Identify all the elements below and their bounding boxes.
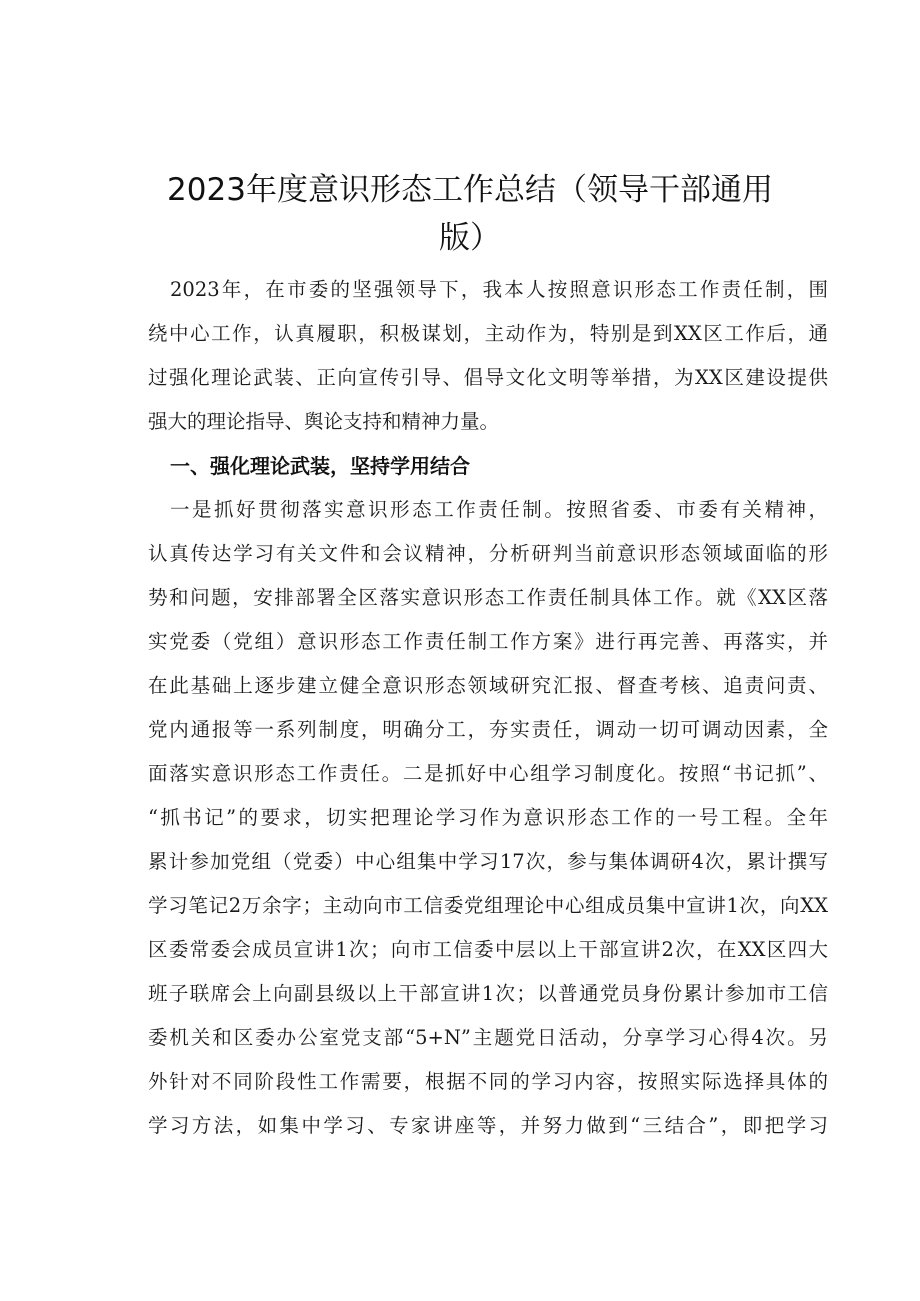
document-title: [140, 166, 800, 262]
paragraph-line: 委机关和区委办公室党支部“5+N”主题党日活动，分享学习心得4次。另: [148, 1026, 828, 1049]
paragraph-line: 过强化理论武装、正向宣传引导、倡导文化文明等举措，为XX区建设提供: [148, 366, 828, 389]
paragraph-line: “抓书记”的要求，切实把理论学习作为意识形态工作的一号工程。全年: [148, 806, 828, 829]
document-title-line-1: 2023年度意识形态工作总结（领导干部通用: [167, 172, 773, 208]
paragraph-line: 绕中心工作，认真履职，积极谋划，主动作为，特别是到XX区工作后，通: [148, 322, 828, 345]
paragraph-line: 强大的理论指导、舆论支持和精神力量。: [148, 410, 500, 433]
paragraph-line: 2023年，在市委的坚强领导下，我本人按照意识形态工作责任制，围: [170, 278, 828, 301]
section-heading: 一、强化理论武装，坚持学用结合: [170, 454, 470, 478]
paragraph-line: 面落实意识形态工作责任。二是抓好中心组学习制度化。按照“书记抓”、: [148, 762, 828, 785]
paragraph-line: 学习方法，如集中学习、专家讲座等，并努力做到“三结合”，即把学习: [148, 1114, 828, 1137]
document-title-line-2: 版）: [439, 220, 501, 256]
paragraph-line: 累计参加党组（党委）中心组集中学习17次，参与集体调研4次，累计撰写: [148, 850, 828, 873]
paragraph-line: 党内通报等一系列制度，明确分工，夯实责任，调动一切可调动因素，全: [148, 718, 828, 741]
paragraph-line: 外针对不同阶段性工作需要，根据不同的学习内容，按照实际选择具体的: [148, 1070, 828, 1093]
paragraph-line: 在此基础上逐步建立健全意识形态领域研究汇报、督查考核、追责问责、: [148, 674, 828, 697]
paragraph-line: 认真传达学习有关文件和会议精神，分析研判当前意识形态领域面临的形: [148, 542, 828, 565]
paragraph-line: 学习笔记2万余字；主动向市工信委党组理论中心组成员集中宣讲1次，向XX: [148, 894, 828, 917]
paragraph-line: 势和问题，安排部署全区落实意识形态工作责任制具体工作。就《XX区落: [148, 586, 828, 609]
paragraph-line: 一是抓好贯彻落实意识形态工作责任制。按照省委、市委有关精神，: [170, 498, 828, 521]
paragraph-line: 实党委（党组）意识形态工作责任制工作方案》进行再完善、再落实，并: [148, 630, 828, 653]
paragraph-line: 区委常委会成员宣讲1次；向市工信委中层以上干部宣讲2次，在XX区四大: [148, 938, 828, 961]
paragraph-line: 班子联席会上向副县级以上干部宣讲1次；以普通党员身份累计参加市工信: [148, 982, 828, 1005]
